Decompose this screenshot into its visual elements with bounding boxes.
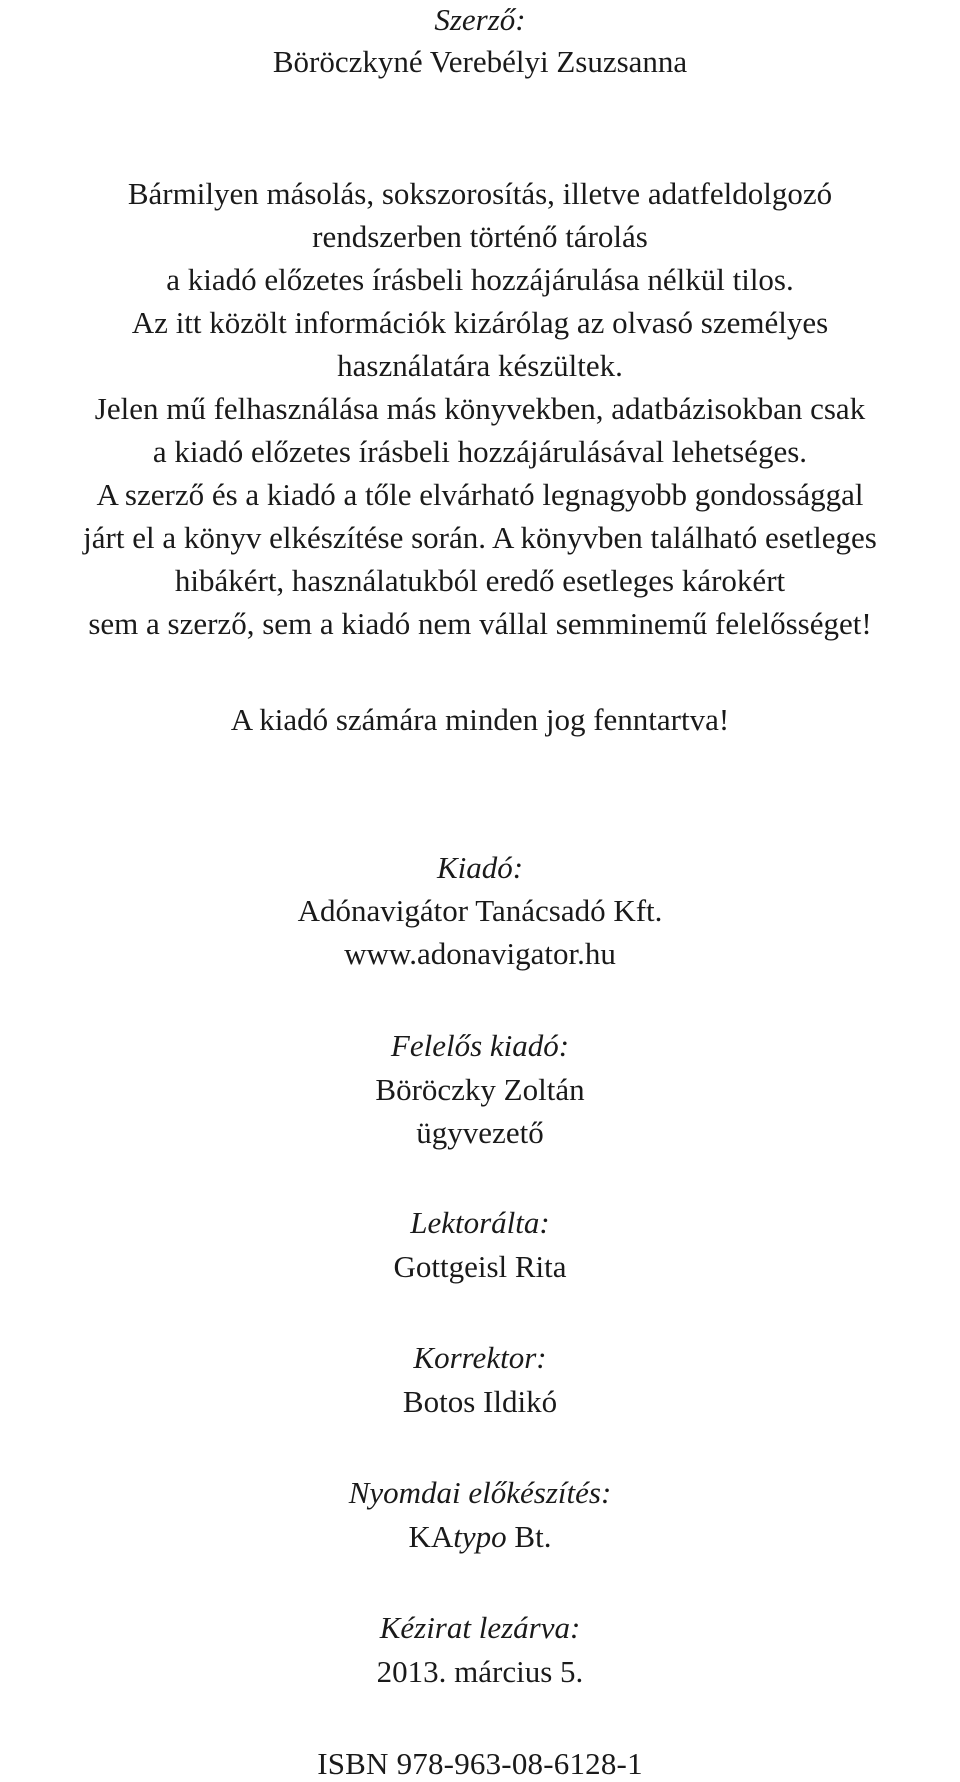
manuscript-closed-label: Kézirat lezárva: — [379, 1610, 581, 1645]
responsible-publisher-label: Felelős kiadó: — [390, 1028, 570, 1063]
legal-line: A szerző és a kiadó a tőle elvárható legnagyobb gondossággal — [96, 477, 864, 512]
legal-line: Az itt közölt információk kizárólag az olvasó személyes — [131, 305, 829, 340]
author-name: Böröczkyné Verebélyi Zsuzsanna — [272, 44, 688, 79]
legal-line: hibákért, használatukból eredő esetleges károkért — [174, 563, 786, 598]
reviewer-name: Gottgeisl Rita — [393, 1249, 567, 1284]
responsible-publisher-role: ügyvezető — [416, 1115, 544, 1150]
isbn: ISBN 978-963-08-6128-1 — [317, 1746, 643, 1781]
publisher-label: Kiadó: — [436, 850, 524, 885]
proofreader-name: Botos Ildikó — [402, 1384, 558, 1419]
author-label: Szerző: — [434, 2, 526, 37]
prepress-name-prefix: KA — [408, 1519, 454, 1554]
reviewer-label: Lektorálta: — [410, 1205, 550, 1240]
legal-line: rendszerben történő tárolás — [312, 219, 648, 254]
legal-line: a kiadó előzetes írásbeli hozzájárulása nélkül tilos. — [166, 262, 794, 297]
proofreader-label: Korrektor: — [413, 1340, 547, 1375]
publisher-website: www.adonavigator.hu — [344, 936, 616, 971]
prepress-name-italic: typo — [453, 1519, 507, 1554]
manuscript-closed-date: 2013. március 5. — [376, 1654, 584, 1689]
legal-line: járt el a könyv elkészítése során. A könyvben található esetleges — [83, 520, 877, 555]
prepress-label: Nyomdai előkészítés: — [348, 1475, 612, 1510]
responsible-publisher-name: Böröczky Zoltán — [375, 1072, 585, 1107]
prepress-name — [0, 1519, 960, 1555]
publisher-name: Adónavigátor Tanácsadó Kft. — [297, 893, 663, 928]
prepress-name-suffix: Bt. — [506, 1519, 552, 1554]
legal-line: Bármilyen másolás, sokszorosítás, illetve adatfeldolgozó — [127, 176, 833, 211]
legal-line: sem a szerző, sem a kiadó nem vállal semminemű felelősséget! — [88, 606, 872, 641]
legal-line: a kiadó előzetes írásbeli hozzájárulásával lehetséges. — [152, 434, 808, 469]
legal-line: használatára készültek. — [337, 348, 623, 383]
legal-line: Jelen mű felhasználása más könyvekben, adatbázisokban csak — [94, 391, 866, 426]
rights-reserved: A kiadó számára minden jog fenntartva! — [230, 702, 730, 737]
